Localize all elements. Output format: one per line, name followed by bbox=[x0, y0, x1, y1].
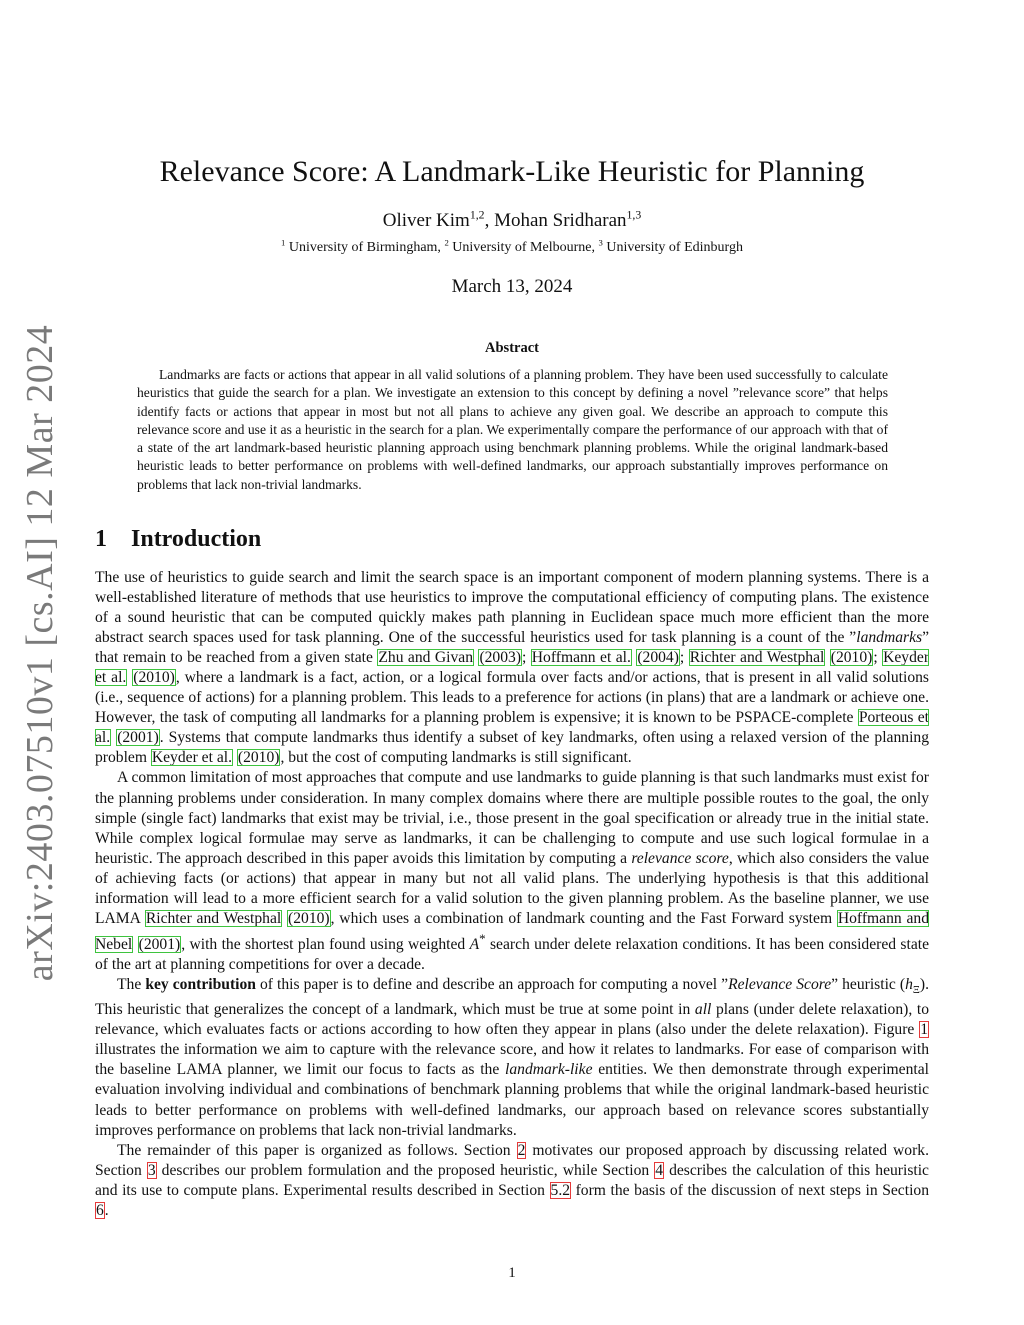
text-run: ” heuristic ( bbox=[831, 976, 906, 994]
emphasis: landmarks bbox=[856, 629, 923, 647]
citation-link[interactable]: Zhu and Givan bbox=[378, 649, 473, 667]
emphasis: landmark-like bbox=[505, 1061, 593, 1079]
author-separator: , bbox=[484, 210, 495, 231]
text-run: describes the calculation of this heuristic and its use to compute plans. Experimental results described in Section bbox=[95, 1161, 929, 1199]
section-title: Introduction bbox=[131, 526, 262, 552]
text-run: , which also considers the value of achieving facts (or actions) that appear in many but not all valid plans. The underlying hypothesis is that this additional information will lead to a more efficient search for a valid solution to the given planning problem. As the baseline planner, we use LAMA bbox=[95, 849, 929, 927]
text-run: describes our problem formulation and the proposed heuristic, while Section bbox=[156, 1161, 655, 1179]
citation-link[interactable]: Porteous et al. bbox=[95, 709, 930, 747]
math-symbol: A bbox=[469, 936, 480, 954]
bold-phrase: key contribution bbox=[145, 976, 256, 994]
text-run: The use of heuristics to guide search and limit the search space is an important component of modern planning systems. There is a well-established literature of methods that use heuristics to improve the computational efficiency of computing plans. The existence of a sound heuristic that can be computed quickly makes path planning in Euclidean space much more efficient than the more abstract search spaces used for task planning. One of the successful heuristics used for task planning is a count of the ” bbox=[95, 569, 929, 647]
figure-reference-link[interactable]: 1 bbox=[920, 1021, 928, 1039]
abstract-heading: Abstract bbox=[485, 340, 539, 356]
text-run: entities. We then demonstrate through experimental evaluation involving individual and combinations of benchmark planning problems that while the original landmark-based heuristic leads to better performance on problems with well-defined landmarks, our approach based on relevance scores substantially improves performance on problems that lack non-trivial landmarks. bbox=[95, 1061, 929, 1139]
citation-year-link[interactable]: (2010) bbox=[830, 649, 873, 667]
text-run: , with the shortest plan found using weighted bbox=[181, 936, 470, 954]
author-affiliation-mark: 1,2 bbox=[469, 208, 485, 222]
citation-year-link[interactable]: (2010) bbox=[133, 669, 175, 687]
text-run: A common limitation of most approaches that compute and use landmarks to guide planning is that such landmarks must exist for the planning problems under consideration. In many complex domains where there are multiple possible routes to the goal, the only simple (single fact) landmarks that exist may be trivial, i.e., those present in the goal specification or already true in the initial state. While complex logical formulae may serve as landmarks, it can be challenging to compute and use such logical formulae in a heuristic. The approach described in this paper avoids this limitation by computing a bbox=[95, 769, 929, 867]
citation-year-link[interactable]: (2010) bbox=[237, 749, 280, 767]
affiliation-name: University of Edinburgh bbox=[602, 240, 743, 255]
affiliation-mark: 1 bbox=[281, 237, 286, 248]
affiliation-name: University of Birmingham, bbox=[285, 240, 445, 255]
affiliation-mark: 3 bbox=[598, 237, 603, 248]
section-reference-link[interactable]: 6 bbox=[96, 1201, 104, 1219]
citation-year-link[interactable]: (2001) bbox=[117, 729, 159, 747]
citation-link[interactable]: Hoffmann and Nebel bbox=[95, 909, 929, 954]
citation-year-link[interactable]: (2010) bbox=[288, 909, 330, 927]
citation-link[interactable]: Richter and Westphal bbox=[145, 909, 282, 927]
citation-link[interactable]: Keyder et al. bbox=[151, 749, 232, 767]
text-run: illustrates the information we aim to capture with the relevance score, and how it relates to landmarks. For ease of comparison with the baseline LAMA planner, we limit our focus to facts as the bbox=[95, 1041, 929, 1079]
author-list bbox=[95, 208, 929, 234]
paragraph bbox=[95, 975, 929, 1140]
arxiv-identifier: arXiv:2403.07510v1 [cs.AI] 12 Mar 2024 bbox=[19, 324, 62, 982]
citation-link[interactable]: Hoffmann et al. bbox=[531, 649, 631, 667]
section-reference-link[interactable]: 2 bbox=[517, 1141, 526, 1159]
emphasis: Relevance Score bbox=[728, 976, 832, 994]
paper-title: Relevance Score: A Landmark-Like Heuristic for Planning bbox=[159, 155, 865, 188]
text-run: The remainder of this paper is organized as follows. Section bbox=[117, 1141, 517, 1159]
text-run: ; bbox=[522, 649, 531, 667]
publication-date: March 13, 2024 bbox=[451, 276, 573, 297]
citation-year-link[interactable]: (2001) bbox=[138, 936, 181, 954]
arxiv-side-stamp bbox=[8, 324, 72, 982]
text-run: , which uses a combination of landmark counting and the Fast Forward system bbox=[330, 909, 837, 927]
author-name: Oliver Kim bbox=[382, 210, 470, 231]
page-number: 1 bbox=[508, 1265, 516, 1281]
section-reference-link[interactable]: 3 bbox=[147, 1161, 156, 1179]
abstract-body: Landmarks are facts or actions that appear in all valid solutions of a planning problem. They have been used successfully to calculate heuristics that guide the search for a plan. We investigate an extension to this concept by defining a novel ”relevance score” that helps identify facts or actions that appear in most but not all plans to achieve any given goal. We describe an approach to compute this relevance score and use it as a heuristic in the search for a plan. We experimentally compare the performance of our approach with that of a state of the art landmark-based heuristic planning approach using benchmark planning problems. While the original landmark-based heuristic leads to better performance on problems with well-defined landmarks, our approach substantially improves performance on problems that lack non-trivial landmarks. bbox=[137, 367, 888, 492]
text-run: form the basis of the discussion of next steps in Section bbox=[571, 1181, 929, 1199]
text-run: motivates our proposed approach by discussing related work. Section bbox=[95, 1141, 929, 1179]
affiliation-name: University of Melbourne, bbox=[448, 240, 599, 255]
paragraph bbox=[95, 1141, 929, 1221]
introduction-body bbox=[95, 568, 929, 1221]
citation-link[interactable]: Richter and Westphal bbox=[689, 649, 825, 667]
text-run: ). This heuristic that generalizes the concept of a landmark, which must be true at some point in bbox=[95, 976, 929, 1019]
text-run: plans (under delete relaxation), to relevance, which evaluates facts or actions according to how often they appear in plans (also under the delete relaxation). Figure bbox=[95, 1001, 929, 1039]
text-run: , but the cost of computing landmarks is still significant. bbox=[280, 749, 632, 767]
section-heading bbox=[95, 524, 261, 554]
author-affiliation-mark: 1,3 bbox=[626, 208, 642, 222]
paragraph bbox=[95, 768, 929, 975]
text-run: ; bbox=[679, 649, 689, 667]
text-run: . Systems that compute landmarks thus identify a subset of key landmarks, often using a relaxed version of the planning problem bbox=[95, 729, 930, 767]
citation-link[interactable]: Keyder et al. bbox=[95, 649, 930, 687]
affiliation-list bbox=[95, 238, 929, 258]
citation-year-link[interactable]: (2004) bbox=[637, 649, 679, 667]
text-run: ; bbox=[873, 649, 883, 667]
text-run: of this paper is to define and describe an approach for computing a novel ” bbox=[255, 976, 729, 994]
section-number: 1 bbox=[95, 526, 107, 552]
math-symbol: h bbox=[905, 976, 913, 994]
author-name: Mohan Sridharan bbox=[494, 210, 627, 231]
emphasis: relevance score bbox=[631, 849, 729, 867]
text-run: The bbox=[117, 976, 146, 994]
math-subscript: Ξ bbox=[912, 984, 920, 997]
emphasis: all bbox=[694, 1001, 712, 1019]
text-run: , where a landmark is a fact, action, or a logical formula over facts and/or actions, that is present in all valid solutions (i.e., sequence of actions) for a planning problem. This leads to a preference for actions (in plans) that are a landmark or achieve one. However, the task of computing all landmarks for a planning problem is expensive; it is known to be PSPACE-complete bbox=[95, 669, 929, 727]
paragraph bbox=[95, 568, 929, 768]
text-run: ” that remain to be reached from a given state bbox=[95, 629, 929, 667]
math-superscript: * bbox=[479, 930, 486, 946]
section-reference-link[interactable]: 4 bbox=[655, 1161, 664, 1179]
affiliation-mark: 2 bbox=[444, 237, 449, 248]
section-reference-link[interactable]: 5.2 bbox=[550, 1181, 571, 1199]
citation-year-link[interactable]: (2003) bbox=[479, 649, 522, 667]
text-run: . bbox=[104, 1201, 109, 1219]
text-run: search under delete relaxation conditions. It has been considered state of the art at planning competitions for over a decade. bbox=[95, 936, 929, 974]
